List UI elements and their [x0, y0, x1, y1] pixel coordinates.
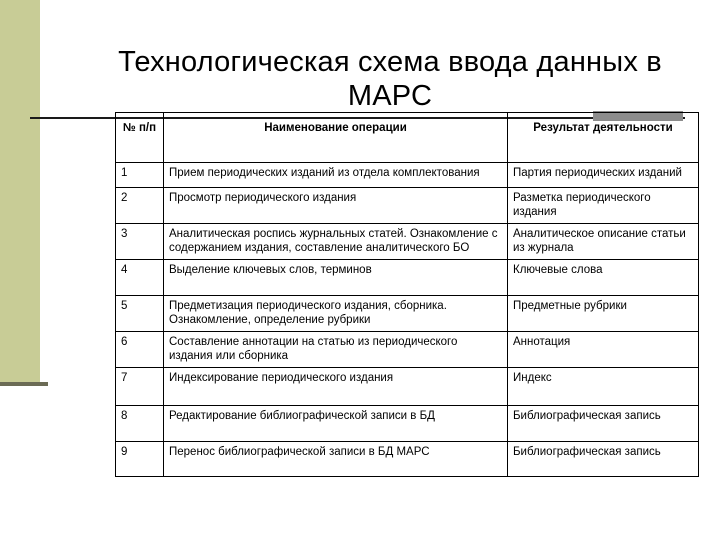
row-operation: Выделение ключевых слов, терминов	[164, 260, 508, 296]
row-operation: Прием периодических изданий из отдела комплектования	[164, 163, 508, 188]
row-result: Партия периодических изданий	[508, 163, 699, 188]
row-num: 5	[116, 296, 164, 332]
table-row	[116, 368, 699, 406]
row-operation: Индексирование периодического издания	[164, 368, 508, 406]
row-result: Библиографическая запись	[508, 442, 699, 477]
row-operation: Составление аннотации на статью из периодического издания или сборника	[164, 332, 508, 368]
row-num: 9	[116, 442, 164, 477]
row-operation: Предметизация периодического издания, сборника. Ознакомление, определение рубрики	[164, 296, 508, 332]
table-row	[116, 296, 699, 332]
row-num: 2	[116, 188, 164, 224]
row-result: Аналитическое описание статьи из журнала	[508, 224, 699, 260]
row-operation: Аналитическая роспись журнальных статей. Ознакомление с содержанием издания, составление аналитического БО	[164, 224, 508, 260]
row-operation: Перенос библиографической записи в БД МАРС	[164, 442, 508, 477]
row-num: 8	[116, 406, 164, 442]
table-row	[116, 406, 699, 442]
table-row	[116, 260, 699, 296]
row-num: 3	[116, 224, 164, 260]
row-num: 1	[116, 163, 164, 188]
header-num: № п/п	[116, 113, 164, 163]
header-result: Результат деятельности	[508, 113, 699, 163]
header-operation: Наименование операции	[164, 113, 508, 163]
left-decorative-bar	[0, 0, 40, 382]
table-row	[116, 163, 699, 188]
table-row	[116, 188, 699, 224]
slide-title: Технологическая схема ввода данных в МАРС	[118, 46, 662, 113]
table-row	[116, 224, 699, 260]
table-row	[116, 332, 699, 368]
row-result: Ключевые слова	[508, 260, 699, 296]
row-result: Библиографическая запись	[508, 406, 699, 442]
table-row	[116, 442, 699, 477]
row-result: Разметка периодического издания	[508, 188, 699, 224]
row-num: 7	[116, 368, 164, 406]
row-operation: Просмотр периодического издания	[164, 188, 508, 224]
row-operation: Редактирование библиографической записи в БД	[164, 406, 508, 442]
row-result: Аннотация	[508, 332, 699, 368]
row-num: 6	[116, 332, 164, 368]
row-result: Индекс	[508, 368, 699, 406]
left-bar-divider	[0, 382, 48, 386]
row-result: Предметные рубрики	[508, 296, 699, 332]
table-header-row	[116, 113, 699, 163]
row-num: 4	[116, 260, 164, 296]
operations-table	[115, 112, 699, 477]
